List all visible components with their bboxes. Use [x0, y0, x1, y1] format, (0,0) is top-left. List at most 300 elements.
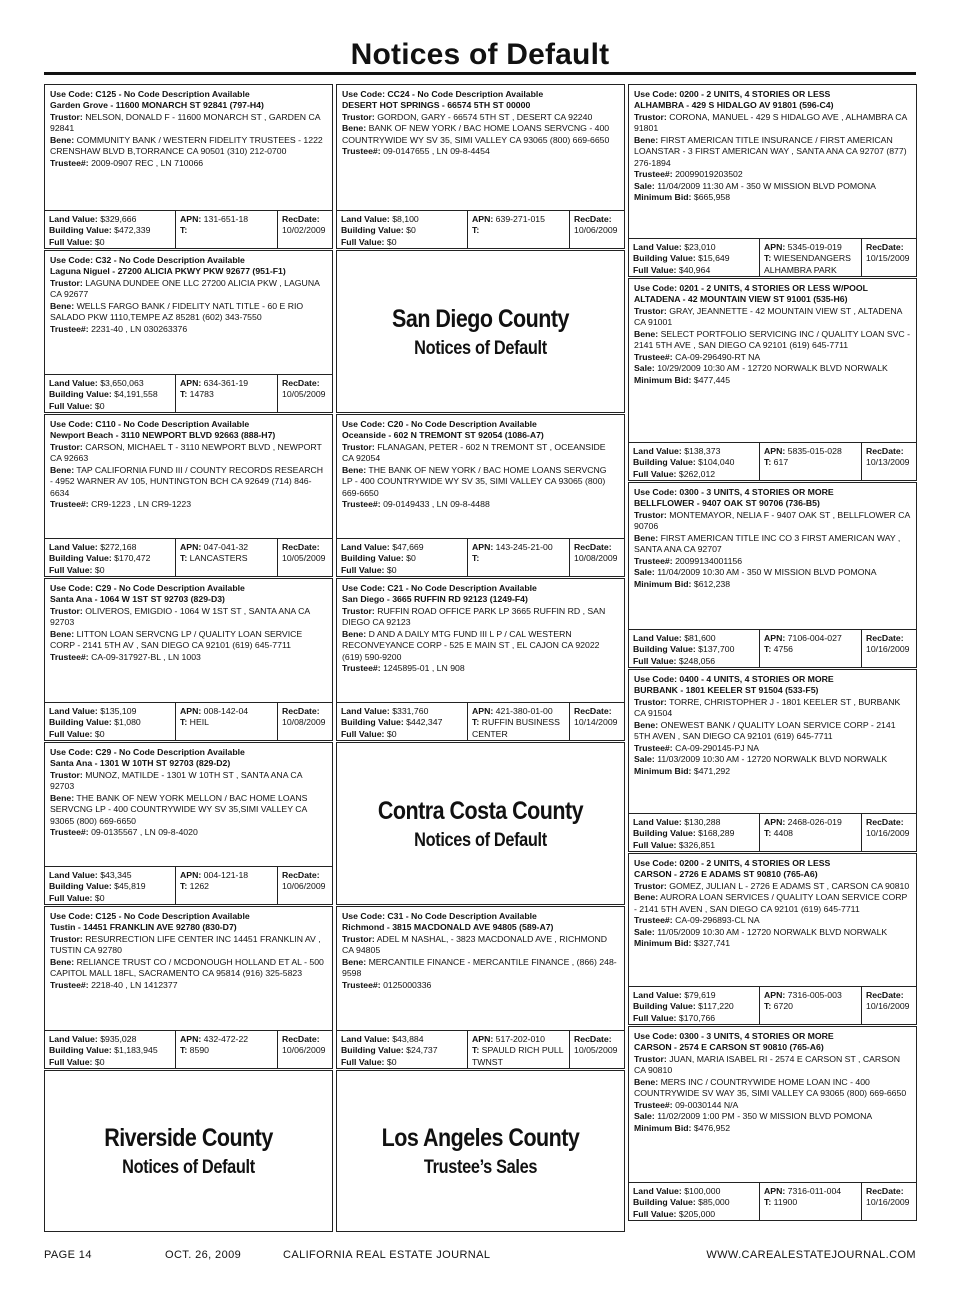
use-code-line: [50, 911, 327, 922]
trustor-value: ADEL M NASHAL, - 3823 MACDONALD AVE , RICHMOND CA 94805: [342, 933, 608, 956]
building-value-value: $15,649: [698, 253, 730, 264]
land-value-label: Land Value:: [341, 706, 390, 716]
sale-info-value: 11/05/2009 10:30 AM - 12720 NORWALK BLVD NORWALK: [657, 926, 888, 937]
recdate-cell: [862, 1183, 916, 1220]
minimum-bid-label: Minimum Bid:: [634, 1122, 692, 1133]
apn-value: 5345-019-019: [787, 242, 842, 252]
beneficiary-label: Bene:: [50, 134, 75, 145]
trustor-label: Trustor:: [342, 111, 375, 122]
page-footer: [44, 1249, 916, 1265]
apn-value: 634-361-19: [203, 378, 249, 388]
recdate-cell: [278, 211, 332, 248]
trustee-number: [342, 980, 619, 991]
full-value-value: $326,851: [678, 839, 716, 850]
notice-record: [44, 414, 333, 577]
value-footer: [629, 629, 916, 667]
trustor: [50, 934, 327, 957]
full-value-value: $205,000: [678, 1208, 716, 1219]
trustee-number: [634, 1100, 911, 1111]
trustor-value: CORONA, MANUEL - 429 S HIDALGO AVE , ALHAMBRA CA 91801: [634, 111, 907, 134]
building-value-value: $1,080: [114, 717, 141, 728]
value-footer: [45, 702, 332, 740]
trustee-number-label: Trustee#:: [634, 351, 673, 362]
use-code-value: 0400 - 4 UNITS, 4 STORIES OR MORE: [679, 674, 834, 684]
recdate-value: 10/16/2009: [866, 644, 910, 655]
apn: [764, 1186, 857, 1197]
minimum-bid-label: Minimum Bid:: [634, 374, 692, 385]
values-cell: [629, 239, 760, 276]
full-value-value: $0: [386, 564, 397, 575]
use-code-line: [342, 911, 619, 922]
beneficiary: [634, 533, 911, 556]
building-value-label: Building Value:: [633, 828, 696, 839]
trustor-value: GOMEZ, JULIAN L - 2726 E ADAMS ST , CARSON CA 90810: [669, 880, 910, 891]
apn-label: APN:: [180, 214, 202, 224]
recdate-label: RecDate:: [866, 990, 904, 1000]
building-value-label: Building Value:: [633, 457, 696, 468]
full-value-label: Full Value:: [49, 892, 93, 903]
values-cell: [45, 211, 176, 248]
trustor-label: Trustor:: [342, 605, 375, 616]
building-value-value: $117,220: [698, 1001, 734, 1012]
trustor-value: CARSON, MICHAEL T - 3110 NEWPORT BLVD , NEWPORT CA 92663: [50, 441, 322, 464]
beneficiary: [342, 465, 619, 499]
minimum-bid-label: Minimum Bid:: [634, 938, 692, 949]
county-name: Contra Costa County: [377, 797, 584, 825]
values-cell: [45, 1031, 176, 1068]
beneficiary-label: Bene:: [50, 792, 75, 803]
apn-label: APN:: [180, 1034, 202, 1044]
tract: [764, 457, 857, 468]
land-value-label: Land Value:: [633, 242, 682, 252]
tract: [764, 1001, 857, 1012]
apn-cell: [176, 375, 278, 412]
beneficiary-label: Bene:: [50, 300, 75, 311]
notice-record: [44, 578, 333, 741]
apn: [764, 817, 857, 828]
trustor: [50, 442, 327, 465]
apn-value: 7316-005-003: [787, 990, 842, 1000]
full-value: [633, 469, 755, 480]
trustee-number: [50, 324, 327, 335]
minimum-bid: [634, 192, 911, 203]
apn-label: APN:: [180, 706, 202, 716]
notice-body: [45, 85, 332, 169]
beneficiary-value: D AND A DAILY MTG FUND III L P / CAL WESTERN RECONVEYANCE CORP - 525 E MAIN ST , EL CAJON CA 92022 (619) 590-9200: [342, 628, 600, 662]
values-cell: [629, 443, 760, 480]
land-value-value: $100,000: [684, 1186, 721, 1196]
beneficiary-value: MERCANTILE FINANCE - MERCANTILE FINANCE , (866) 248-9598: [342, 956, 617, 979]
use-code-line: [50, 583, 327, 594]
tract-label: T:: [764, 253, 772, 264]
tract-value: 617: [773, 457, 789, 468]
trustor: [342, 606, 619, 629]
county-banner: [336, 250, 625, 413]
recdate-value: 10/02/2009: [282, 225, 326, 236]
property-headline: ALHAMBRA - 429 S HIDALGO AV 91801 (596-C4): [634, 100, 834, 111]
use-code-value: C20 - No Code Description Available: [387, 419, 537, 429]
apn-label: APN:: [472, 542, 494, 552]
title-rule: [44, 72, 916, 75]
trustor-label: Trustor:: [634, 696, 667, 707]
building-value-label: Building Value:: [633, 253, 696, 264]
full-value-label: Full Value:: [49, 236, 93, 247]
building-value-value: $168,289: [698, 828, 735, 839]
value-footer: [45, 538, 332, 576]
minimum-bid: [634, 938, 911, 949]
minimum-bid-label: Minimum Bid:: [634, 192, 692, 203]
apn-cell: [760, 987, 862, 1024]
tract: [472, 1045, 565, 1068]
use-code-label: Use Code:: [634, 674, 677, 684]
sale-info: [634, 181, 911, 192]
apn-label: APN:: [180, 378, 202, 388]
notice-body: [337, 907, 624, 991]
values-cell: [45, 375, 176, 412]
building-value-label: Building Value:: [341, 225, 404, 236]
use-code-label: Use Code:: [342, 89, 385, 99]
sale-info: [634, 363, 911, 374]
tract: [472, 225, 565, 236]
tract-value: WIESENDANGERS ALHAMBRA PARK: [764, 253, 851, 275]
trustee-number-label: Trustee#:: [50, 979, 89, 990]
apn: [764, 242, 857, 253]
full-value: [633, 840, 755, 851]
value-footer: [629, 1182, 916, 1220]
full-value: [49, 237, 171, 248]
full-value-label: Full Value:: [49, 728, 93, 739]
trustee-number-value: 09-0147655 , LN 09-8-4454: [383, 146, 490, 157]
full-value: [633, 656, 755, 667]
beneficiary-value: TAP CALIFORNIA FUND III / COUNTY RECORDS RESEARCH - 4952 WARNER AV 105, HUNTINGTON BCH CA 92649 (714) 846-6634: [50, 464, 324, 498]
tract: [472, 717, 565, 740]
tract-label: T:: [472, 553, 480, 564]
value-footer: [337, 702, 624, 740]
beneficiary: [50, 301, 327, 324]
use-code-label: Use Code:: [50, 419, 93, 429]
use-code-label: Use Code:: [634, 283, 677, 293]
building-value-value: $442,347: [406, 717, 443, 728]
property-headline: Newport Beach - 3110 NEWPORT BLVD 92663 (888-H7): [50, 430, 276, 441]
land-value: [49, 542, 171, 553]
minimum-bid: [634, 579, 911, 590]
tract-value: 14783: [189, 389, 214, 400]
use-code-line: [634, 1031, 911, 1042]
building-value: [49, 717, 171, 728]
full-value-label: Full Value:: [633, 468, 677, 479]
trustee-number-value: 2218-40 , LN 1412377: [91, 979, 178, 990]
use-code-value: C29 - No Code Description Available: [95, 583, 245, 593]
land-value: [49, 1034, 171, 1045]
banner-subtitle: Notices of Default: [414, 338, 547, 359]
recdate-label: RecDate:: [866, 446, 904, 456]
tract-value: 11900: [773, 1197, 798, 1208]
land-value-value: $272,168: [100, 542, 137, 552]
notice-record: [336, 578, 625, 741]
tract-value: SPAULD RICH PULL TWNST: [472, 1045, 564, 1067]
apn-value: 421-380-01-00: [495, 706, 553, 716]
building-value-label: Building Value:: [341, 553, 404, 564]
recdate-label: RecDate:: [282, 706, 320, 716]
building-value-label: Building Value:: [633, 1001, 696, 1012]
recdate-value: 10/05/2009: [282, 389, 326, 400]
trustor-label: Trustor:: [342, 933, 375, 944]
full-value-label: Full Value:: [341, 1056, 385, 1067]
property-headline: CARSON - 2574 E CARSON ST 90810 (765-A6): [634, 1042, 824, 1053]
land-value-label: Land Value:: [49, 542, 98, 552]
value-footer: [629, 442, 916, 480]
full-value: [49, 1057, 171, 1068]
recdate-value: 10/06/2009: [282, 1045, 326, 1056]
minimum-bid-value: $612,238: [693, 578, 731, 589]
land-value-label: Land Value:: [49, 870, 98, 880]
use-code-label: Use Code:: [634, 858, 677, 868]
full-value-value: $0: [94, 236, 105, 247]
full-value-value: $0: [94, 892, 105, 903]
recdate-cell: [278, 375, 332, 412]
recdate-cell: [570, 539, 624, 576]
beneficiary: [342, 957, 619, 980]
use-code-value: C125 - No Code Description Available: [95, 89, 250, 99]
tract-label: T:: [764, 644, 772, 655]
building-value: [633, 1197, 755, 1208]
trustor-value: GRAY, JEANNETTE - 42 MOUNTAIN VIEW ST , ALTADENA CA 91001: [634, 305, 902, 328]
beneficiary-label: Bene:: [634, 532, 659, 543]
tract: [764, 253, 857, 276]
value-footer: [629, 813, 916, 851]
land-value-value: $935,028: [100, 1034, 137, 1044]
apn-label: APN:: [472, 706, 494, 716]
trustee-number-value: 09-0030144 N/A: [675, 1099, 739, 1110]
land-value: [633, 1186, 755, 1197]
value-footer: [629, 238, 916, 276]
trustee-number-label: Trustee#:: [634, 742, 673, 753]
notice-record: [628, 853, 917, 1025]
use-code-value: C21 - No Code Description Available: [387, 583, 537, 593]
apn-value: 517-202-010: [495, 1034, 545, 1044]
values-cell: [629, 1183, 760, 1220]
trustee-number-value: CA-09-296893-CL NA: [675, 915, 760, 926]
trustor-label: Trustor:: [634, 509, 667, 520]
tract-label: T:: [180, 389, 188, 400]
land-value-label: Land Value:: [633, 1186, 682, 1196]
building-value-label: Building Value:: [633, 644, 696, 655]
tract-label: T:: [472, 225, 480, 236]
trustor: [342, 442, 619, 465]
trustee-number-value: 20099019203502: [675, 169, 743, 180]
notice-record: [44, 84, 333, 249]
use-code-line: [342, 89, 619, 100]
beneficiary-label: Bene:: [50, 464, 75, 475]
trustee-number-label: Trustee#:: [634, 169, 673, 180]
beneficiary: [634, 135, 911, 169]
apn-cell: [760, 443, 862, 480]
property-headline: San Diego - 3665 RUFFIN RD 92123 (1249-F4): [342, 594, 528, 605]
trustor: [634, 510, 911, 533]
land-value-label: Land Value:: [49, 706, 98, 716]
full-value-label: Full Value:: [633, 1012, 677, 1023]
notice-record: [336, 84, 625, 249]
full-value-value: $40,964: [678, 264, 711, 275]
property-headline: Garden Grove - 11600 MONARCH ST 92841 (797-H4): [50, 100, 264, 111]
beneficiary-value: FIRST AMERICAN TITLE INC CO 3 FIRST AMERICAN WAY , SANTA ANA CA 92707: [634, 532, 901, 555]
recdate-value: 10/16/2009: [866, 1001, 910, 1012]
use-code-value: C32 - No Code Description Available: [95, 255, 245, 265]
tract-value: LANCASTERS: [189, 553, 248, 564]
beneficiary-value: SELECT PORTFOLIO SERVICING INC / QUALITY LOAN SVC - 2141 5TH AVE , SAN DIEGO CA 92101 (619) 645-7711: [634, 328, 910, 351]
recdate-value: 10/06/2009: [282, 881, 326, 892]
notice-record: [628, 278, 917, 481]
full-value-label: Full Value:: [49, 400, 93, 411]
tract-value: 8590: [189, 1045, 209, 1056]
banner-subtitle: Notices of Default: [122, 1157, 255, 1178]
trustor-value: FLANAGAN, PETER - 602 N TREMONT ST , OCEANSIDE CA 92054: [342, 441, 606, 464]
apn: [180, 870, 273, 881]
use-code-label: Use Code:: [342, 911, 385, 921]
county-banner: [336, 1070, 625, 1232]
use-code-value: C110 - No Code Description Available: [95, 419, 250, 429]
tract-label: T:: [472, 1045, 480, 1056]
land-value-label: Land Value:: [341, 1034, 390, 1044]
sale-info: [634, 1111, 911, 1122]
full-value: [49, 893, 171, 904]
building-value-value: $85,000: [698, 1197, 730, 1208]
column-1: [44, 84, 333, 1233]
sale-info-value: 11/04/2009 10:30 AM - 350 W MISSION BLVD POMONA: [657, 567, 877, 578]
use-code-value: 0300 - 3 UNITS, 4 STORIES OR MORE: [679, 487, 834, 497]
value-footer: [45, 210, 332, 248]
recdate-label: RecDate:: [282, 542, 320, 552]
property-headline: Santa Ana - 1301 W 10TH ST 92703 (829-D2): [50, 758, 231, 769]
building-value-value: $24,737: [406, 1045, 438, 1056]
trustor-label: Trustor:: [50, 605, 83, 616]
full-value-label: Full Value:: [341, 728, 385, 739]
apn-cell: [760, 814, 862, 851]
tract-value: 6720: [773, 1001, 793, 1012]
trustor: [342, 934, 619, 957]
trustee-number-label: Trustee#:: [50, 651, 89, 662]
values-cell: [629, 814, 760, 851]
trustee-number-label: Trustee#:: [50, 323, 89, 334]
full-value-value: $0: [94, 564, 105, 575]
land-value-value: $8,100: [392, 214, 419, 224]
beneficiary: [342, 123, 619, 146]
beneficiary: [50, 957, 327, 980]
land-value: [633, 633, 755, 644]
values-cell: [45, 539, 176, 576]
recdate-label: RecDate:: [574, 214, 612, 224]
notice-body: [45, 579, 332, 663]
notice-record: [628, 84, 917, 277]
apn-label: APN:: [764, 990, 786, 1000]
beneficiary: [634, 329, 911, 352]
building-value-label: Building Value:: [341, 1045, 404, 1056]
use-code-label: Use Code:: [50, 583, 93, 593]
recdate-cell: [862, 443, 916, 480]
land-value-label: Land Value:: [49, 378, 98, 388]
trustee-number: [50, 652, 327, 663]
full-value-value: $262,012: [678, 468, 716, 479]
recdate-cell: [278, 1031, 332, 1068]
county-name: Los Angeles County: [381, 1124, 580, 1152]
recdate-label: RecDate:: [574, 542, 612, 552]
beneficiary-value: THE BANK OF NEW YORK / BAC HOME LOANS SERVCNG LP - 400 COUNTRYWIDE WY SV 35, SIMI VALLEY CA 93065 (800) 669-6650: [342, 464, 607, 498]
land-value-value: $43,345: [100, 870, 132, 880]
sale-info: [634, 567, 911, 578]
beneficiary-label: Bene:: [634, 134, 659, 145]
beneficiary: [634, 1077, 911, 1100]
apn: [764, 990, 857, 1001]
apn-cell: [760, 1183, 862, 1220]
banner-subtitle: Notices of Default: [414, 830, 547, 851]
recdate-value: 10/16/2009: [866, 1197, 910, 1208]
sale-info-value: 11/04/2009 11:30 AM - 350 W MISSION BLVD POMONA: [657, 180, 876, 191]
issue-date: OCT. 26, 2009: [165, 1249, 242, 1261]
building-value: [49, 553, 171, 564]
property-headline: Tustin - 14451 FRANKLIN AVE 92780 (830-D7): [50, 922, 237, 933]
land-value: [633, 990, 755, 1001]
property-headline: DESERT HOT SPRINGS - 66574 5TH ST 00000: [342, 100, 531, 111]
building-value-value: $1,183,945: [114, 1045, 158, 1056]
trustee-number: [50, 158, 327, 169]
apn-cell: [176, 211, 278, 248]
notice-body: [629, 854, 916, 950]
building-value-label: Building Value:: [633, 1197, 696, 1208]
full-value-value: $0: [94, 728, 105, 739]
tract: [180, 1045, 273, 1056]
beneficiary-value: COMMUNITY BANK / WESTERN FIDELITY TRUSTEES - 1222 CRENSHAW BLVD B,TORRANCE CA 90501 (310) 212-0700: [50, 134, 323, 157]
trustee-number: [342, 146, 619, 157]
beneficiary-label: Bene:: [634, 1076, 659, 1087]
building-value: [49, 225, 171, 236]
beneficiary-label: Bene:: [50, 628, 75, 639]
trustor: [634, 697, 911, 720]
land-value: [49, 378, 171, 389]
use-code-value: 0201 - 2 UNITS, 4 STORIES OR LESS W/POOL: [679, 283, 868, 293]
land-value: [341, 1034, 463, 1045]
full-value-label: Full Value:: [633, 839, 677, 850]
value-footer: [337, 538, 624, 576]
value-footer: [629, 986, 916, 1024]
notice-body: [629, 85, 916, 204]
building-value-label: Building Value:: [49, 717, 112, 728]
land-value: [49, 214, 171, 225]
full-value: [633, 1209, 755, 1220]
apn-cell: [468, 539, 570, 576]
county-banner: [336, 742, 625, 905]
land-value-value: $138,373: [684, 446, 721, 456]
land-value: [341, 542, 463, 553]
trustee-number: [50, 827, 327, 838]
use-code-label: Use Code:: [342, 583, 385, 593]
minimum-bid-value: $476,952: [693, 1122, 731, 1133]
recdate-label: RecDate:: [574, 1034, 612, 1044]
recdate-label: RecDate:: [866, 1186, 904, 1196]
minimum-bid-value: $477,445: [693, 374, 731, 385]
trustor: [342, 112, 619, 123]
use-code-label: Use Code:: [342, 419, 385, 429]
tract-value: 1262: [189, 881, 209, 892]
notice-body: [629, 483, 916, 590]
land-value-value: $3,650,063: [100, 378, 144, 388]
recdate-label: RecDate:: [574, 706, 612, 716]
tract-value: HEIL: [189, 717, 209, 728]
building-value: [633, 1001, 755, 1012]
apn-cell: [468, 211, 570, 248]
apn-label: APN:: [764, 446, 786, 456]
recdate-value: 10/05/2009: [574, 1045, 618, 1056]
sale-info-label: Sale:: [634, 1111, 655, 1122]
